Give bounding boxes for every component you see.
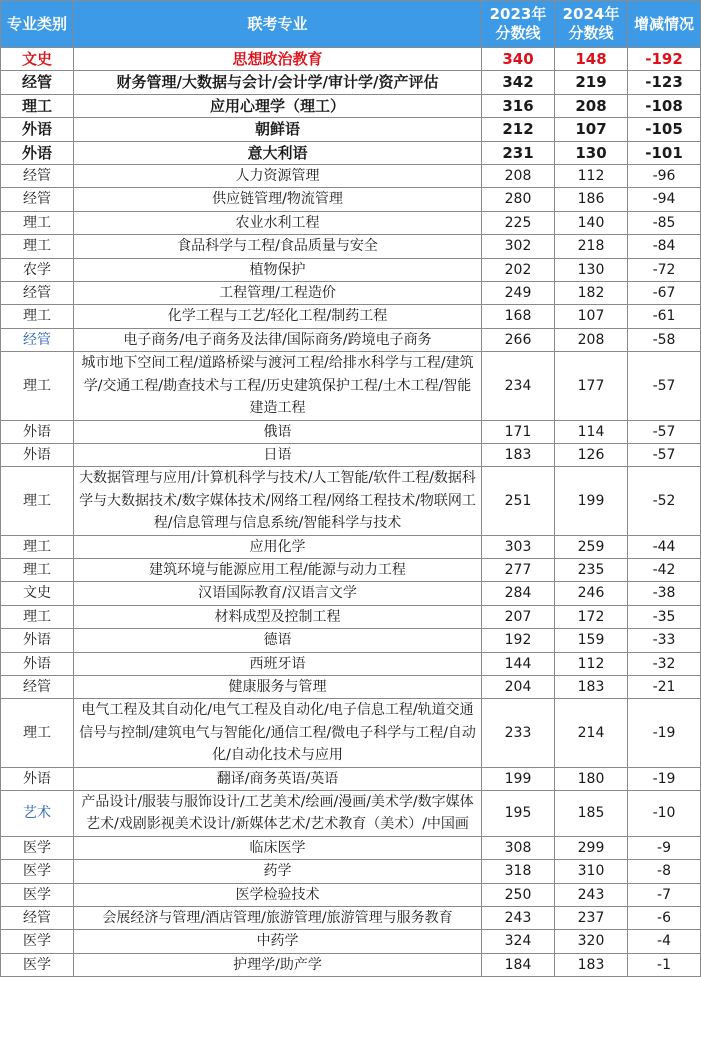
change-cell: -42 xyxy=(628,558,701,581)
header-2023-score: 2023年 分数线 xyxy=(482,1,555,48)
major-cell: 化学工程与工艺/轻化工程/制药工程 xyxy=(74,305,482,328)
table-row xyxy=(1,652,701,675)
major-cell: 大数据管理与应用/计算机科学与技术/人工智能/软件工程/数据科学与大数据技术/数字媒体技术/网络工程/网络工程技术/物联网工程/信息管理与信息系统/智能科学与技术 xyxy=(74,467,482,535)
score-2024-cell: 114 xyxy=(555,420,628,443)
score-2024-cell: 243 xyxy=(555,883,628,906)
table-row xyxy=(1,953,701,976)
score-2024-cell: 183 xyxy=(555,953,628,976)
score-2024-cell: 299 xyxy=(555,836,628,859)
score-2024-cell: 112 xyxy=(555,165,628,188)
score-2023-cell: 251 xyxy=(482,467,555,535)
table-row xyxy=(1,211,701,234)
table-row xyxy=(1,305,701,328)
category-cell: 农学 xyxy=(1,258,74,281)
change-cell: -21 xyxy=(628,675,701,698)
major-cell: 工程管理/工程造价 xyxy=(74,282,482,305)
table-row xyxy=(1,71,701,94)
table-row xyxy=(1,94,701,117)
major-cell: 应用心理学（理工） xyxy=(74,94,482,117)
major-cell: 植物保护 xyxy=(74,258,482,281)
change-cell: -192 xyxy=(628,48,701,71)
score-2024-cell: 259 xyxy=(555,535,628,558)
major-cell: 供应链管理/物流管理 xyxy=(74,188,482,211)
score-2023-cell: 144 xyxy=(482,652,555,675)
score-2023-cell: 168 xyxy=(482,305,555,328)
table-row xyxy=(1,141,701,164)
change-cell: -8 xyxy=(628,860,701,883)
table-row xyxy=(1,558,701,581)
score-2024-cell: 214 xyxy=(555,699,628,767)
category-cell: 理工 xyxy=(1,211,74,234)
category-cell: 医学 xyxy=(1,883,74,906)
change-cell: -57 xyxy=(628,420,701,443)
category-cell: 文史 xyxy=(1,582,74,605)
score-2023-cell: 340 xyxy=(482,48,555,71)
change-cell: -35 xyxy=(628,605,701,628)
major-cell: 俄语 xyxy=(74,420,482,443)
header-change: 增减情况 xyxy=(628,1,701,48)
score-2023-cell: 199 xyxy=(482,767,555,790)
category-cell: 外语 xyxy=(1,141,74,164)
category-cell: 经管 xyxy=(1,188,74,211)
major-cell: 产品设计/服装与服饰设计/工艺美术/绘画/漫画/美术学/数字媒体艺术/戏剧影视美术设计/新媒体艺术/艺术教育（美术）/中国画 xyxy=(74,791,482,837)
table-row xyxy=(1,467,701,535)
major-cell: 汉语国际教育/汉语言文学 xyxy=(74,582,482,605)
table-row xyxy=(1,791,701,837)
category-cell: 理工 xyxy=(1,235,74,258)
major-cell: 电子商务/电子商务及法律/国际商务/跨境电子商务 xyxy=(74,328,482,351)
score-2023-cell: 233 xyxy=(482,699,555,767)
score-2023-cell: 184 xyxy=(482,953,555,976)
score-2024-cell: 112 xyxy=(555,652,628,675)
score-2023-cell: 192 xyxy=(482,629,555,652)
score-2023-cell: 342 xyxy=(482,71,555,94)
change-cell: -58 xyxy=(628,328,701,351)
category-cell: 理工 xyxy=(1,94,74,117)
category-cell: 理工 xyxy=(1,699,74,767)
category-cell: 医学 xyxy=(1,953,74,976)
change-cell: -7 xyxy=(628,883,701,906)
score-2024-cell: 182 xyxy=(555,282,628,305)
change-cell: -105 xyxy=(628,118,701,141)
change-cell: -19 xyxy=(628,767,701,790)
score-2023-cell: 324 xyxy=(482,930,555,953)
table-row xyxy=(1,443,701,466)
category-cell: 理工 xyxy=(1,467,74,535)
table-row xyxy=(1,118,701,141)
score-2023-cell: 195 xyxy=(482,791,555,837)
header-category: 专业类别 xyxy=(1,1,74,48)
score-2023-cell: 308 xyxy=(482,836,555,859)
score-2024-cell: 172 xyxy=(555,605,628,628)
major-cell: 城市地下空间工程/道路桥梁与渡河工程/给排水科学与工程/建筑学/交通工程/勘查技术与工程/历史建筑保护工程/土木工程/智能建造工程 xyxy=(74,352,482,420)
category-cell: 理工 xyxy=(1,558,74,581)
score-2024-cell: 107 xyxy=(555,305,628,328)
major-cell: 日语 xyxy=(74,443,482,466)
score-2023-cell: 316 xyxy=(482,94,555,117)
major-cell: 人力资源管理 xyxy=(74,165,482,188)
change-cell: -6 xyxy=(628,907,701,930)
major-cell: 电气工程及其自动化/电气工程及自动化/电子信息工程/轨道交通信号与控制/建筑电气与智能化/通信工程/微电子科学与工程/自动化/自动化技术与应用 xyxy=(74,699,482,767)
table-row xyxy=(1,282,701,305)
major-cell: 会展经济与管理/酒店管理/旅游管理/旅游管理与服务教育 xyxy=(74,907,482,930)
major-cell: 朝鲜语 xyxy=(74,118,482,141)
change-cell: -9 xyxy=(628,836,701,859)
score-2024-cell: 246 xyxy=(555,582,628,605)
table-row xyxy=(1,258,701,281)
score-2023-cell: 204 xyxy=(482,675,555,698)
table-row xyxy=(1,328,701,351)
change-cell: -1 xyxy=(628,953,701,976)
score-2023-cell: 234 xyxy=(482,352,555,420)
major-cell: 中药学 xyxy=(74,930,482,953)
category-cell: 理工 xyxy=(1,535,74,558)
table-row xyxy=(1,675,701,698)
score-2023-cell: 250 xyxy=(482,883,555,906)
score-2023-cell: 280 xyxy=(482,188,555,211)
category-cell: 艺术 xyxy=(1,791,74,837)
change-cell: -123 xyxy=(628,71,701,94)
table-row xyxy=(1,836,701,859)
table-row xyxy=(1,165,701,188)
score-2024-cell: 107 xyxy=(555,118,628,141)
score-2024-cell: 130 xyxy=(555,258,628,281)
table-row xyxy=(1,420,701,443)
major-cell: 思想政治教育 xyxy=(74,48,482,71)
major-cell: 医学检验技术 xyxy=(74,883,482,906)
category-cell: 经管 xyxy=(1,282,74,305)
score-2023-cell: 183 xyxy=(482,443,555,466)
header-row xyxy=(1,1,701,48)
table-row xyxy=(1,907,701,930)
score-2024-cell: 219 xyxy=(555,71,628,94)
score-2023-cell: 208 xyxy=(482,165,555,188)
score-2023-cell: 266 xyxy=(482,328,555,351)
change-cell: -57 xyxy=(628,352,701,420)
major-cell: 建筑环境与能源应用工程/能源与动力工程 xyxy=(74,558,482,581)
major-cell: 意大利语 xyxy=(74,141,482,164)
category-cell: 外语 xyxy=(1,420,74,443)
score-2024-cell: 186 xyxy=(555,188,628,211)
table-row xyxy=(1,535,701,558)
category-cell: 经管 xyxy=(1,675,74,698)
table-row xyxy=(1,930,701,953)
change-cell: -85 xyxy=(628,211,701,234)
score-2024-cell: 208 xyxy=(555,328,628,351)
table-row xyxy=(1,699,701,767)
change-cell: -44 xyxy=(628,535,701,558)
major-cell: 食品科学与工程/食品质量与安全 xyxy=(74,235,482,258)
score-2023-cell: 249 xyxy=(482,282,555,305)
major-cell: 材料成型及控制工程 xyxy=(74,605,482,628)
change-cell: -61 xyxy=(628,305,701,328)
category-cell: 经管 xyxy=(1,71,74,94)
score-2024-cell: 199 xyxy=(555,467,628,535)
change-cell: -4 xyxy=(628,930,701,953)
score-2024-cell: 235 xyxy=(555,558,628,581)
category-cell: 医学 xyxy=(1,836,74,859)
score-2023-cell: 231 xyxy=(482,141,555,164)
category-cell: 理工 xyxy=(1,352,74,420)
change-cell: -10 xyxy=(628,791,701,837)
change-cell: -19 xyxy=(628,699,701,767)
change-cell: -72 xyxy=(628,258,701,281)
score-2023-cell: 212 xyxy=(482,118,555,141)
category-cell: 外语 xyxy=(1,652,74,675)
score-2024-cell: 140 xyxy=(555,211,628,234)
table-row xyxy=(1,883,701,906)
category-cell: 理工 xyxy=(1,605,74,628)
score-2023-cell: 277 xyxy=(482,558,555,581)
table-row xyxy=(1,235,701,258)
category-cell: 文史 xyxy=(1,48,74,71)
category-cell: 医学 xyxy=(1,930,74,953)
major-cell: 农业水利工程 xyxy=(74,211,482,234)
score-2024-cell: 159 xyxy=(555,629,628,652)
header-2024-score: 2024年 分数线 xyxy=(555,1,628,48)
category-cell: 外语 xyxy=(1,443,74,466)
change-cell: -52 xyxy=(628,467,701,535)
category-cell: 理工 xyxy=(1,305,74,328)
change-cell: -96 xyxy=(628,165,701,188)
score-2023-cell: 171 xyxy=(482,420,555,443)
change-cell: -33 xyxy=(628,629,701,652)
major-cell: 应用化学 xyxy=(74,535,482,558)
table-row xyxy=(1,582,701,605)
category-cell: 经管 xyxy=(1,907,74,930)
category-cell: 经管 xyxy=(1,328,74,351)
major-cell: 西班牙语 xyxy=(74,652,482,675)
score-2023-cell: 207 xyxy=(482,605,555,628)
category-cell: 外语 xyxy=(1,767,74,790)
major-cell: 健康服务与管理 xyxy=(74,675,482,698)
table-row xyxy=(1,860,701,883)
score-2024-cell: 185 xyxy=(555,791,628,837)
score-2024-cell: 310 xyxy=(555,860,628,883)
score-2023-cell: 225 xyxy=(482,211,555,234)
table-row xyxy=(1,605,701,628)
score-2024-cell: 126 xyxy=(555,443,628,466)
change-cell: -57 xyxy=(628,443,701,466)
header-major: 联考专业 xyxy=(74,1,482,48)
score-2023-cell: 318 xyxy=(482,860,555,883)
change-cell: -108 xyxy=(628,94,701,117)
table-row xyxy=(1,352,701,420)
table-row xyxy=(1,629,701,652)
category-cell: 医学 xyxy=(1,860,74,883)
category-cell: 外语 xyxy=(1,629,74,652)
score-2023-cell: 284 xyxy=(482,582,555,605)
score-2024-cell: 237 xyxy=(555,907,628,930)
table-row xyxy=(1,188,701,211)
major-cell: 护理学/助产学 xyxy=(74,953,482,976)
score-2024-cell: 148 xyxy=(555,48,628,71)
category-cell: 外语 xyxy=(1,118,74,141)
score-2024-cell: 177 xyxy=(555,352,628,420)
score-2024-cell: 208 xyxy=(555,94,628,117)
score-2024-cell: 130 xyxy=(555,141,628,164)
table-row xyxy=(1,48,701,71)
table-body xyxy=(1,48,701,977)
score-2024-cell: 320 xyxy=(555,930,628,953)
score-2024-cell: 180 xyxy=(555,767,628,790)
change-cell: -67 xyxy=(628,282,701,305)
major-cell: 德语 xyxy=(74,629,482,652)
score-2023-cell: 243 xyxy=(482,907,555,930)
score-2024-cell: 183 xyxy=(555,675,628,698)
major-cell: 翻译/商务英语/英语 xyxy=(74,767,482,790)
table-row xyxy=(1,767,701,790)
score-2023-cell: 303 xyxy=(482,535,555,558)
major-cell: 临床医学 xyxy=(74,836,482,859)
change-cell: -84 xyxy=(628,235,701,258)
major-cell: 药学 xyxy=(74,860,482,883)
change-cell: -94 xyxy=(628,188,701,211)
major-cell: 财务管理/大数据与会计/会计学/审计学/资产评估 xyxy=(74,71,482,94)
score-2023-cell: 202 xyxy=(482,258,555,281)
score-2023-cell: 302 xyxy=(482,235,555,258)
score-2024-cell: 218 xyxy=(555,235,628,258)
category-cell: 经管 xyxy=(1,165,74,188)
change-cell: -101 xyxy=(628,141,701,164)
change-cell: -38 xyxy=(628,582,701,605)
change-cell: -32 xyxy=(628,652,701,675)
